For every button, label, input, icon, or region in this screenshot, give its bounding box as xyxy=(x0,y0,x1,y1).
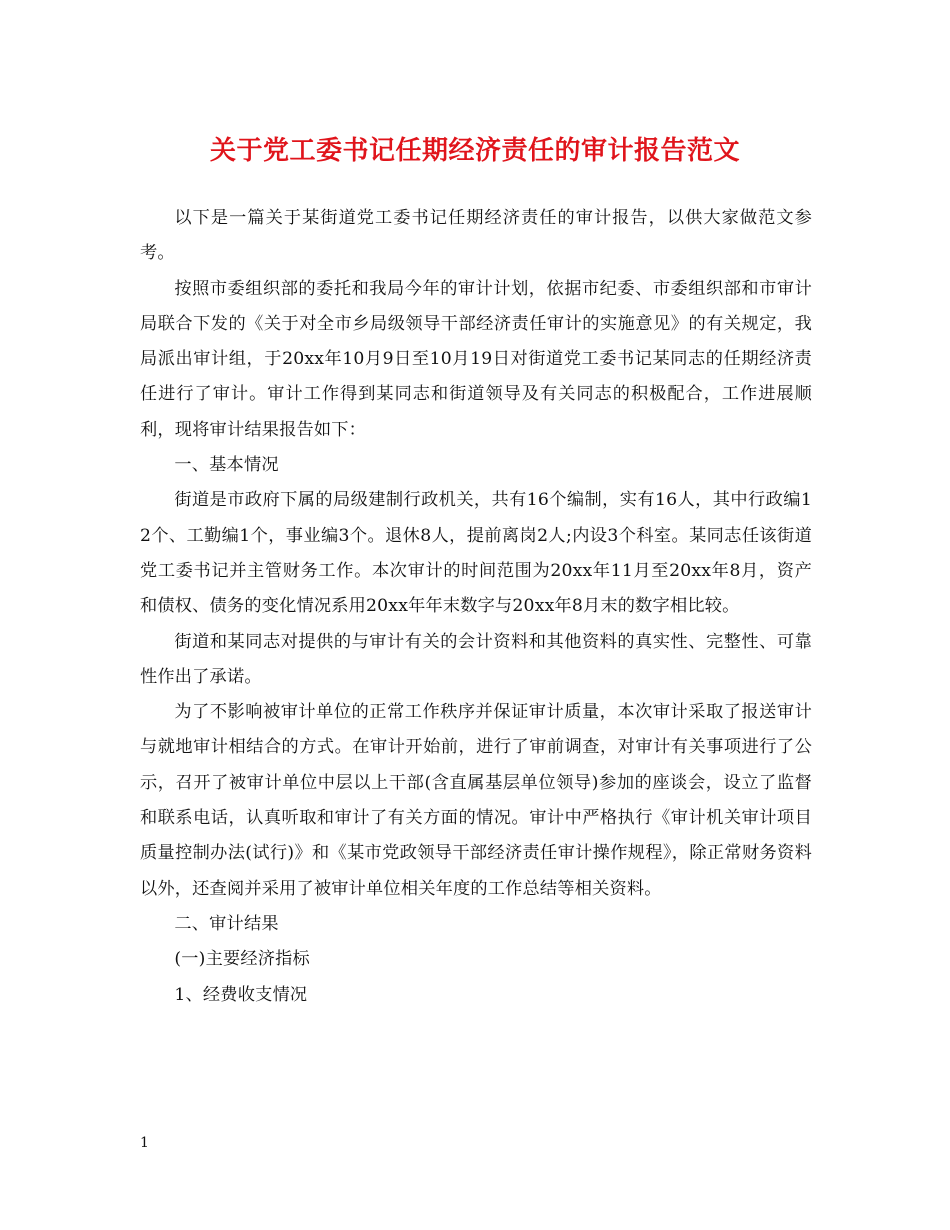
basic-info-paragraph: 街道是市政府下属的局级建制行政机关，共有16个编制，实有16人，其中行政编12个、工勤编1个，事业编3个。退休8人，提前离岗2人;内设3个科室。某同志任该街道党工委书记并主管财务工作。本次审计的时间范围为20xx年11月至20xx年8月，资产和债权、债务的变化情况系用20xx年年末数字与20xx年8月末的数字相比较。 xyxy=(140,490,812,617)
intro-paragraph: 以下是一篇关于某街道党工委书记任期经济责任的审计报告，以供大家做范文参考。 xyxy=(140,208,812,264)
section-heading-basic-info: 一、基本情况 xyxy=(174,455,279,476)
page-number: 1 xyxy=(140,1135,149,1151)
commitment-paragraph: 街道和某同志对提供的与审计有关的会计资料和其他资料的真实性、完整性、可靠性作出了承诺。 xyxy=(140,631,812,687)
document-title: 关于党工委书记任期经济责任的审计报告范文 xyxy=(209,136,740,166)
subsection-heading-main-indicators: (一)主要经济指标 xyxy=(174,949,310,970)
item-heading-budget: 1、经费收支情况 xyxy=(174,984,308,1005)
audit-basis-paragraph: 按照市委组织部的委托和我局今年的审计计划，依据市纪委、市委组织部和市审计局联合下发的《关于对全市乡局级领导干部经济责任审计的实施意见》的有关规定，我局派出审计组，于20xx年10月9日至10月19日对街道党工委书记某同志的任期经济责任进行了审计。审计工作得到某同志和街道领导及有关同志的积极配合，工作进展顺利，现将审计结果报告如下： xyxy=(140,278,812,440)
section-heading-audit-results: 二、审计结果 xyxy=(174,913,279,934)
document-body xyxy=(140,201,812,1013)
audit-method-paragraph: 为了不影响被审计单位的正常工作秩序并保证审计质量，本次审计采取了报送审计与就地审计相结合的方式。在审计开始前，进行了审前调查，对审计有关事项进行了公示，召开了被审计单位中层以上干部(含直属基层单位领导)参加的座谈会，设立了监督和联系电话，认真听取和审计了有关方面的情况。审计中严格执行《审计机关审计项目质量控制办法(试行)》和《某市党政领导干部经济责任审计操作规程》，除正常财务资料以外，还查阅并采用了被审计单位相关年度的工作总结等相关资料。 xyxy=(140,702,812,899)
